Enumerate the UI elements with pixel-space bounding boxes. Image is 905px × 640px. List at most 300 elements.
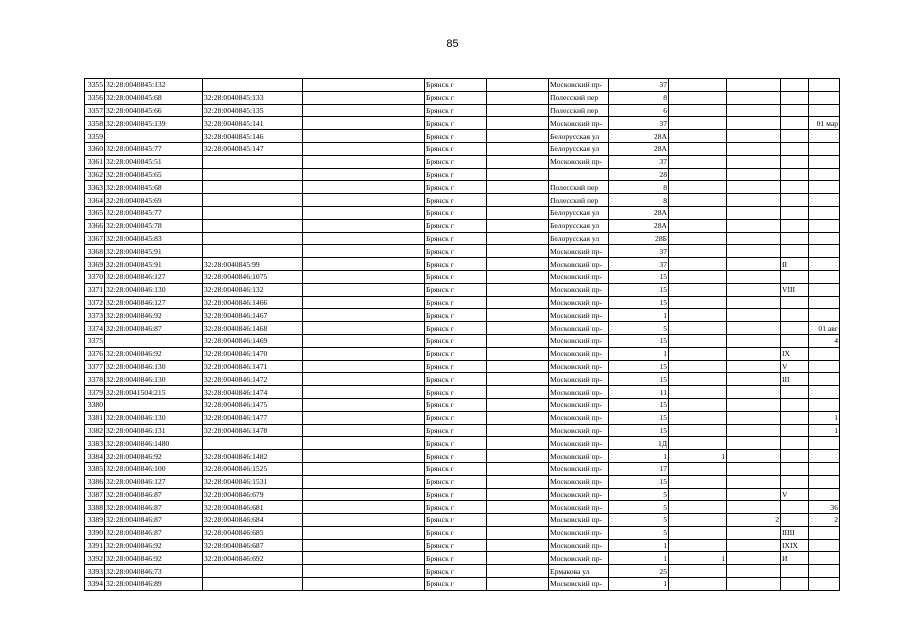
cadastral-number-cell: 32:28:0040846:89 xyxy=(105,578,203,591)
house-number-cell: 1 xyxy=(609,578,669,591)
extra-2-cell xyxy=(727,347,781,360)
row-number-cell: 3384 xyxy=(85,450,105,463)
parent-cadastral-number-cell: 32:28:0040846:1470 xyxy=(203,347,303,360)
table-row xyxy=(85,232,840,245)
city-cell: Брянск г xyxy=(425,283,487,296)
parent-cadastral-number-cell: 32:28:0040846:685 xyxy=(203,526,303,539)
parent-cadastral-number-cell: 32:28:0040846:1075 xyxy=(203,270,303,283)
date-extra-cell xyxy=(809,309,840,322)
cadastral-number-cell: 32:28:0040845:77 xyxy=(105,142,203,155)
table-row xyxy=(85,104,840,117)
date-extra-cell: 2 xyxy=(809,514,840,527)
street-cell: Московский пр- xyxy=(549,514,609,527)
parent-cadastral-number-cell xyxy=(203,565,303,578)
city-cell: Брянск г xyxy=(425,424,487,437)
extra-1-cell xyxy=(669,219,727,232)
room-numeral-cell xyxy=(781,130,809,143)
blank-col-cell xyxy=(303,450,425,463)
date-extra-cell xyxy=(809,168,840,181)
street-cell: Московский пр- xyxy=(549,79,609,92)
house-number-cell: 5 xyxy=(609,322,669,335)
date-extra-cell xyxy=(809,155,840,168)
parent-cadastral-number-cell xyxy=(203,245,303,258)
extra-2-cell xyxy=(727,539,781,552)
extra-2-cell xyxy=(727,270,781,283)
blank-col-2-cell xyxy=(487,142,549,155)
house-number-cell: 37 xyxy=(609,79,669,92)
city-cell: Брянск г xyxy=(425,232,487,245)
house-number-cell: 15 xyxy=(609,283,669,296)
date-extra-cell: 01 мар xyxy=(809,117,840,130)
street-cell: Московский пр- xyxy=(549,245,609,258)
row-number-cell: 3389 xyxy=(85,514,105,527)
blank-col-cell xyxy=(303,322,425,335)
extra-2-cell xyxy=(727,462,781,475)
cadastral-number-cell: 32:28:0040846:130 xyxy=(105,283,203,296)
page-number: 85 xyxy=(446,38,459,50)
extra-2-cell xyxy=(727,91,781,104)
street-cell: Московский пр- xyxy=(549,539,609,552)
street-cell: Московский пр- xyxy=(549,462,609,475)
extra-2-cell xyxy=(727,181,781,194)
house-number-cell: 15 xyxy=(609,373,669,386)
extra-1-cell xyxy=(669,181,727,194)
parent-cadastral-number-cell: 32:28:0040846:1531 xyxy=(203,475,303,488)
parent-cadastral-number-cell xyxy=(203,206,303,219)
blank-col-cell xyxy=(303,552,425,565)
extra-1-cell xyxy=(669,79,727,92)
street-cell: Московский пр- xyxy=(549,488,609,501)
cadastral-number-cell: 32:28:0040845:83 xyxy=(105,232,203,245)
date-extra-cell xyxy=(809,219,840,232)
date-extra-cell: 01 авг xyxy=(809,322,840,335)
extra-2-cell xyxy=(727,398,781,411)
table-row xyxy=(85,386,840,399)
cadastral-number-cell: 32:28:0040846:130 xyxy=(105,373,203,386)
room-numeral-cell: V xyxy=(781,360,809,373)
cadastral-number-cell: 32:28:0040845:78 xyxy=(105,219,203,232)
extra-1-cell xyxy=(669,155,727,168)
blank-col-2-cell xyxy=(487,219,549,232)
parent-cadastral-number-cell: 32:28:0040846:692 xyxy=(203,552,303,565)
room-numeral-cell xyxy=(781,437,809,450)
row-number-cell: 3363 xyxy=(85,181,105,194)
blank-col-2-cell xyxy=(487,206,549,219)
row-number-cell: 3364 xyxy=(85,194,105,207)
blank-col-cell xyxy=(303,79,425,92)
blank-col-cell xyxy=(303,526,425,539)
house-number-cell: 28Б xyxy=(609,232,669,245)
cadastral-number-cell: 32:28:0040846:127 xyxy=(105,475,203,488)
house-number-cell: 37 xyxy=(609,258,669,271)
blank-col-2-cell xyxy=(487,437,549,450)
blank-col-2-cell xyxy=(487,270,549,283)
room-numeral-cell xyxy=(781,155,809,168)
blank-col-2-cell xyxy=(487,539,549,552)
date-extra-cell xyxy=(809,539,840,552)
table-row xyxy=(85,347,840,360)
cadastral-number-cell xyxy=(105,334,203,347)
cadastral-number-cell: 32:28:0040846:130 xyxy=(105,411,203,424)
city-cell: Брянск г xyxy=(425,373,487,386)
table-row xyxy=(85,258,840,271)
row-number-cell: 3378 xyxy=(85,373,105,386)
date-extra-cell xyxy=(809,194,840,207)
house-number-cell: 5 xyxy=(609,526,669,539)
street-cell: Московский пр- xyxy=(549,398,609,411)
blank-col-2-cell xyxy=(487,475,549,488)
table-row xyxy=(85,334,840,347)
parent-cadastral-number-cell xyxy=(203,79,303,92)
street-cell: Московский пр- xyxy=(549,283,609,296)
room-numeral-cell: VIII xyxy=(781,283,809,296)
blank-col-2-cell xyxy=(487,565,549,578)
parent-cadastral-number-cell: 32:28:0040846:132 xyxy=(203,283,303,296)
street-cell: Белорусская ул xyxy=(549,219,609,232)
room-numeral-cell: IX xyxy=(781,347,809,360)
blank-col-cell xyxy=(303,539,425,552)
street-cell: Московский пр- xyxy=(549,526,609,539)
house-number-cell: 15 xyxy=(609,334,669,347)
city-cell: Брянск г xyxy=(425,360,487,373)
room-numeral-cell xyxy=(781,104,809,117)
room-numeral-cell xyxy=(781,565,809,578)
parent-cadastral-number-cell xyxy=(203,194,303,207)
street-cell: Московский пр- xyxy=(549,309,609,322)
date-extra-cell xyxy=(809,578,840,591)
parent-cadastral-number-cell xyxy=(203,232,303,245)
date-extra-cell xyxy=(809,360,840,373)
extra-2-cell xyxy=(727,373,781,386)
row-number-cell: 3386 xyxy=(85,475,105,488)
room-numeral-cell xyxy=(781,194,809,207)
cadastral-number-cell: 32:28:0040846:92 xyxy=(105,552,203,565)
room-numeral-cell xyxy=(781,514,809,527)
row-number-cell: 3362 xyxy=(85,168,105,181)
street-cell: Московский пр- xyxy=(549,347,609,360)
extra-1-cell xyxy=(669,334,727,347)
city-cell: Брянск г xyxy=(425,334,487,347)
cadastral-number-cell: 32:28:0040845:91 xyxy=(105,258,203,271)
house-number-cell: 15 xyxy=(609,296,669,309)
blank-col-2-cell xyxy=(487,104,549,117)
date-extra-cell xyxy=(809,245,840,258)
house-number-cell: 1Д xyxy=(609,437,669,450)
blank-col-cell xyxy=(303,501,425,514)
extra-2-cell xyxy=(727,565,781,578)
room-numeral-cell xyxy=(781,79,809,92)
row-number-cell: 3358 xyxy=(85,117,105,130)
city-cell: Брянск г xyxy=(425,578,487,591)
cadastral-number-cell: 32:28:0040846:131 xyxy=(105,424,203,437)
extra-2-cell xyxy=(727,232,781,245)
extra-2-cell xyxy=(727,501,781,514)
house-number-cell: 8 xyxy=(609,181,669,194)
cadastral-number-cell: 32:28:0040845:65 xyxy=(105,168,203,181)
row-number-cell: 3357 xyxy=(85,104,105,117)
extra-1-cell xyxy=(669,283,727,296)
city-cell: Брянск г xyxy=(425,117,487,130)
row-number-cell: 3381 xyxy=(85,411,105,424)
room-numeral-cell xyxy=(781,450,809,463)
street-cell: Московский пр- xyxy=(549,450,609,463)
extra-2-cell xyxy=(727,245,781,258)
house-number-cell: 37 xyxy=(609,117,669,130)
extra-2-cell xyxy=(727,219,781,232)
cadastral-number-cell: 32:28:0040845:132 xyxy=(105,79,203,92)
blank-col-2-cell xyxy=(487,79,549,92)
blank-col-cell xyxy=(303,104,425,117)
extra-2-cell xyxy=(727,334,781,347)
extra-1-cell xyxy=(669,514,727,527)
city-cell: Брянск г xyxy=(425,501,487,514)
blank-col-2-cell xyxy=(487,258,549,271)
blank-col-cell xyxy=(303,462,425,475)
room-numeral-cell: II xyxy=(781,258,809,271)
extra-1-cell xyxy=(669,270,727,283)
parent-cadastral-number-cell: 32:28:0040846:1471 xyxy=(203,360,303,373)
room-numeral-cell xyxy=(781,475,809,488)
blank-col-cell xyxy=(303,360,425,373)
house-number-cell: 25 xyxy=(609,565,669,578)
city-cell: Брянск г xyxy=(425,155,487,168)
city-cell: Брянск г xyxy=(425,462,487,475)
date-extra-cell xyxy=(809,79,840,92)
row-number-cell: 3393 xyxy=(85,565,105,578)
blank-col-2-cell xyxy=(487,488,549,501)
date-extra-cell xyxy=(809,270,840,283)
date-extra-cell: 1 xyxy=(809,424,840,437)
table-row xyxy=(85,91,840,104)
city-cell: Брянск г xyxy=(425,245,487,258)
parent-cadastral-number-cell: 32:28:0040846:1468 xyxy=(203,322,303,335)
blank-col-2-cell xyxy=(487,283,549,296)
blank-col-2-cell xyxy=(487,552,549,565)
room-numeral-cell xyxy=(781,322,809,335)
city-cell: Брянск г xyxy=(425,168,487,181)
table-row xyxy=(85,552,840,565)
street-cell: Ермакова ул xyxy=(549,565,609,578)
city-cell: Брянск г xyxy=(425,450,487,463)
cadastral-number-cell: 32:28:0040845:68 xyxy=(105,181,203,194)
row-number-cell: 3391 xyxy=(85,539,105,552)
date-extra-cell xyxy=(809,526,840,539)
table-row xyxy=(85,79,840,92)
row-number-cell: 3372 xyxy=(85,296,105,309)
extra-1-cell xyxy=(669,168,727,181)
parent-cadastral-number-cell: 32:28:0040846:1478 xyxy=(203,424,303,437)
extra-1-cell xyxy=(669,104,727,117)
city-cell: Брянск г xyxy=(425,475,487,488)
parent-cadastral-number-cell: 32:28:0040845:146 xyxy=(203,130,303,143)
street-cell: Московский пр- xyxy=(549,578,609,591)
street-cell: Московский пр- xyxy=(549,155,609,168)
row-number-cell: 3374 xyxy=(85,322,105,335)
cadastral-number-cell: 32:28:0040846:1480 xyxy=(105,437,203,450)
parent-cadastral-number-cell: 32:28:0040846:1482 xyxy=(203,450,303,463)
blank-col-2-cell xyxy=(487,334,549,347)
house-number-cell: 5 xyxy=(609,501,669,514)
table-row xyxy=(85,539,840,552)
extra-1-cell xyxy=(669,91,727,104)
room-numeral-cell xyxy=(781,398,809,411)
cadastral-number-cell: 32:28:0040845:51 xyxy=(105,155,203,168)
row-number-cell: 3361 xyxy=(85,155,105,168)
room-numeral-cell xyxy=(781,219,809,232)
table-row xyxy=(85,398,840,411)
row-number-cell: 3382 xyxy=(85,424,105,437)
room-numeral-cell xyxy=(781,578,809,591)
table-row xyxy=(85,526,840,539)
register-table xyxy=(84,78,840,591)
blank-col-2-cell xyxy=(487,91,549,104)
street-cell: Московский пр- xyxy=(549,373,609,386)
extra-2-cell xyxy=(727,130,781,143)
blank-col-2-cell xyxy=(487,309,549,322)
house-number-cell: 5 xyxy=(609,488,669,501)
date-extra-cell xyxy=(809,91,840,104)
blank-col-cell xyxy=(303,283,425,296)
date-extra-cell: 4 xyxy=(809,334,840,347)
blank-col-cell xyxy=(303,117,425,130)
table-row xyxy=(85,206,840,219)
cadastral-number-cell: 32:28:0040846:130 xyxy=(105,360,203,373)
street-cell: Полесский пер xyxy=(549,91,609,104)
street-cell: Московский пр- xyxy=(549,360,609,373)
date-extra-cell xyxy=(809,475,840,488)
city-cell: Брянск г xyxy=(425,309,487,322)
house-number-cell: 28А xyxy=(609,206,669,219)
blank-col-2-cell xyxy=(487,398,549,411)
extra-2-cell xyxy=(727,411,781,424)
date-extra-cell xyxy=(809,488,840,501)
extra-2-cell xyxy=(727,322,781,335)
extra-1-cell xyxy=(669,462,727,475)
extra-1-cell xyxy=(669,475,727,488)
blank-col-2-cell xyxy=(487,501,549,514)
house-number-cell: 28А xyxy=(609,142,669,155)
extra-1-cell xyxy=(669,437,727,450)
table-row xyxy=(85,565,840,578)
blank-col-cell xyxy=(303,334,425,347)
table-row xyxy=(85,360,840,373)
blank-col-cell xyxy=(303,245,425,258)
extra-2-cell xyxy=(727,258,781,271)
row-number-cell: 3385 xyxy=(85,462,105,475)
parent-cadastral-number-cell xyxy=(203,155,303,168)
room-numeral-cell xyxy=(781,232,809,245)
table-row xyxy=(85,245,840,258)
row-number-cell: 3387 xyxy=(85,488,105,501)
room-numeral-cell xyxy=(781,270,809,283)
row-number-cell: 3376 xyxy=(85,347,105,360)
parent-cadastral-number-cell: 32:28:0040846:1466 xyxy=(203,296,303,309)
date-extra-cell xyxy=(809,258,840,271)
row-number-cell: 3390 xyxy=(85,526,105,539)
room-numeral-cell xyxy=(781,334,809,347)
parent-cadastral-number-cell: 32:28:0040845:133 xyxy=(203,91,303,104)
city-cell: Брянск г xyxy=(425,488,487,501)
room-numeral-cell xyxy=(781,501,809,514)
date-extra-cell xyxy=(809,565,840,578)
street-cell: Полесский пер xyxy=(549,104,609,117)
table-row xyxy=(85,309,840,322)
parent-cadastral-number-cell: 32:28:0040846:1525 xyxy=(203,462,303,475)
street-cell: Московский пр- xyxy=(549,270,609,283)
cadastral-number-cell: 32:28:0040845:77 xyxy=(105,206,203,219)
blank-col-2-cell xyxy=(487,578,549,591)
table-row xyxy=(85,373,840,386)
extra-2-cell xyxy=(727,488,781,501)
date-extra-cell xyxy=(809,552,840,565)
blank-col-2-cell xyxy=(487,232,549,245)
date-extra-cell xyxy=(809,373,840,386)
row-number-cell: 3369 xyxy=(85,258,105,271)
blank-col-2-cell xyxy=(487,373,549,386)
blank-col-2-cell xyxy=(487,450,549,463)
extra-2-cell xyxy=(727,526,781,539)
cadastral-number-cell: 32:28:0040845:69 xyxy=(105,194,203,207)
city-cell: Брянск г xyxy=(425,142,487,155)
row-number-cell: 3359 xyxy=(85,130,105,143)
extra-1-cell xyxy=(669,130,727,143)
city-cell: Брянск г xyxy=(425,437,487,450)
table-row xyxy=(85,142,840,155)
blank-col-2-cell xyxy=(487,322,549,335)
extra-2-cell xyxy=(727,296,781,309)
room-numeral-cell: И xyxy=(781,552,809,565)
blank-col-cell xyxy=(303,347,425,360)
row-number-cell: 3388 xyxy=(85,501,105,514)
city-cell: Брянск г xyxy=(425,539,487,552)
extra-2-cell xyxy=(727,578,781,591)
date-extra-cell xyxy=(809,130,840,143)
blank-col-2-cell xyxy=(487,514,549,527)
extra-2-cell xyxy=(727,194,781,207)
street-cell: Московский пр- xyxy=(549,411,609,424)
room-numeral-cell: IXIX xyxy=(781,539,809,552)
city-cell: Брянск г xyxy=(425,194,487,207)
table-row xyxy=(85,322,840,335)
blank-col-cell xyxy=(303,565,425,578)
street-cell: Белорусская ул xyxy=(549,142,609,155)
blank-col-2-cell xyxy=(487,462,549,475)
cadastral-number-cell: 32:28:0040846:92 xyxy=(105,539,203,552)
blank-col-2-cell xyxy=(487,117,549,130)
table-row xyxy=(85,168,840,181)
row-number-cell: 3356 xyxy=(85,91,105,104)
street-cell: Московский пр- xyxy=(549,501,609,514)
house-number-cell: 1 xyxy=(609,552,669,565)
blank-col-cell xyxy=(303,181,425,194)
room-numeral-cell xyxy=(781,91,809,104)
blank-col-2-cell xyxy=(487,360,549,373)
row-number-cell: 3368 xyxy=(85,245,105,258)
table-row xyxy=(85,475,840,488)
house-number-cell: 1 xyxy=(609,450,669,463)
parent-cadastral-number-cell: 32:28:0040845:147 xyxy=(203,142,303,155)
extra-2-cell xyxy=(727,104,781,117)
table-row xyxy=(85,514,840,527)
room-numeral-cell xyxy=(781,411,809,424)
extra-1-cell xyxy=(669,194,727,207)
house-number-cell: 11 xyxy=(609,386,669,399)
street-cell xyxy=(549,168,609,181)
row-number-cell: 3383 xyxy=(85,437,105,450)
house-number-cell: 17 xyxy=(609,462,669,475)
table-row xyxy=(85,130,840,143)
cadastral-number-cell: 32:28:0040846:87 xyxy=(105,514,203,527)
